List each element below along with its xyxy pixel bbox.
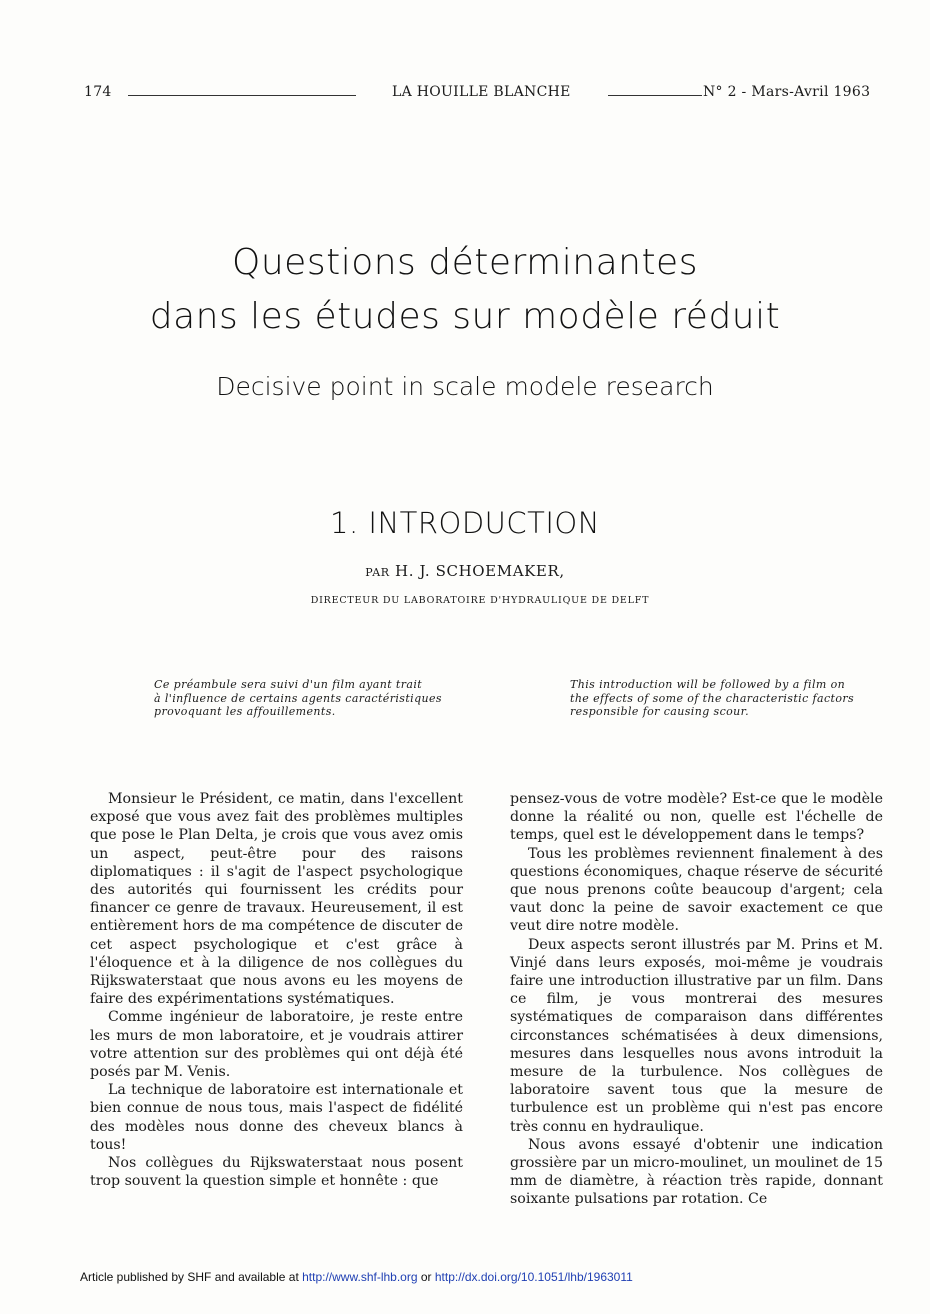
doi-link[interactable]: http://dx.doi.org/10.1051/lhb/1963011 — [434, 1270, 633, 1284]
paragraph: pensez-vous de votre modèle? Est-ce que le modèle donne la réalité ou non, quelle est l'échelle de temps, quel est le développement dans le temps? — [510, 791, 883, 844]
footer-text: Article published by SHF and available at — [80, 1270, 303, 1284]
abstract-english — [570, 678, 854, 719]
paragraph: Deux aspects seront illustrés par M. Prins et M. Vinjé dans leurs exposés, moi-même je voudrais faire une introduction illustrative par un film. Dans ce film, je vous montrerai des mesures systématiques de comparaison dans différentes circonstances schématisées à deux dimensions, mesures dans lesquelles nous avons introduit la mesure de la turbulence. Nos collègues de laboratoire savent tous que la mesure de turbulence est un problème qui n'est pas encore très connu en hydraulique. — [510, 936, 883, 1135]
paragraph: Tous les problèmes reviennent finalement à des questions économiques, chaque réserve de sécurité que nous prenons coûte beaucoup d'argent; cela vaut donc la peine de savoir exactement ce que veut dire notre modèle. — [510, 845, 883, 935]
header-rule-left — [128, 95, 356, 96]
body-column-right — [510, 790, 883, 1209]
abstract-en-line: This introduction will be followed by a film on — [570, 678, 846, 691]
page-number: 174 — [84, 84, 112, 100]
abstract-en-line: the effects of some of the characteristic factors — [570, 691, 855, 705]
paragraph: Monsieur le Président, ce matin, dans l'excellent exposé que vous avez fait des problèmes multiples que pose le Plan Delta, je crois que vous avez omis un aspect, peut-être pour des raisons diplomatiques : il s'agit de l'aspect psychologique des autorités qui fournissent les crédits pour financer ce genre de travaux. Heureusement, il est entièrement hors de ma compétence de discuter de cet aspect psychologique et c'est grâce à l'éloquence et à la diligence de nos collègues du Rijkswaterstaat que nous avons eu les moyens de faire des expérimentations systématiques. — [90, 791, 463, 1008]
header-rule-right — [608, 95, 702, 96]
paragraph: Comme ingénieur de laboratoire, je reste entre les murs de mon laboratoire, et je voudrais attirer votre attention sur des problèmes qui ont déjà été posés par M. Venis. — [90, 1009, 463, 1081]
paragraph: La technique de laboratoire est internationale et bien connue de nous tous, mais l'aspect de fidélité des modèles nous donne des cheveux blancs à tous! — [90, 1082, 463, 1153]
english-title: Decisive point in scale modele research — [216, 372, 714, 401]
author-line — [0, 562, 930, 580]
author-name: H. J. SCHOEMAKER, — [395, 562, 565, 580]
title-line-2: dans les études sur modèle réduit — [149, 296, 781, 337]
abstract-fr-line: provoquant les affouillements. — [154, 705, 336, 718]
publication-footer — [80, 1270, 633, 1284]
issue-info: N° 2 - Mars-Avril 1963 — [703, 84, 871, 100]
paragraph: Nos collègues du Rijkswaterstaat nous posent trop souvent la question simple et honnête : que — [90, 1155, 463, 1190]
abstract-french — [154, 678, 442, 719]
abstract-en-line: responsible for causing scour. — [570, 705, 749, 718]
paragraph: Nous avons essayé d'obtenir une indication grossière par un micro-moulinet, un moulinet de 15 mm de diamètre, à réaction très rapide, donnant soixante pulsations par rotation. Ce — [510, 1136, 883, 1208]
title-line-1: Questions déterminantes — [232, 242, 698, 283]
abstract-fr-line: Ce préambule sera suivi d'un film ayant trait — [154, 678, 423, 691]
abstract-fr-line: à l'influence de certains agents caractéristiques — [154, 691, 442, 705]
author-prefix: PAR — [365, 566, 390, 579]
section-heading: 1. INTRODUCTION — [330, 506, 600, 540]
shf-link[interactable]: http://www.shf-lhb.org — [302, 1270, 418, 1284]
footer-text-or: or — [417, 1270, 435, 1284]
body-column-left — [90, 790, 463, 1190]
journal-name: LA HOUILLE BLANCHE — [392, 84, 571, 100]
author-affiliation: DIRECTEUR DU LABORATOIRE D'HYDRAULIQUE DE DELFT — [310, 595, 650, 606]
